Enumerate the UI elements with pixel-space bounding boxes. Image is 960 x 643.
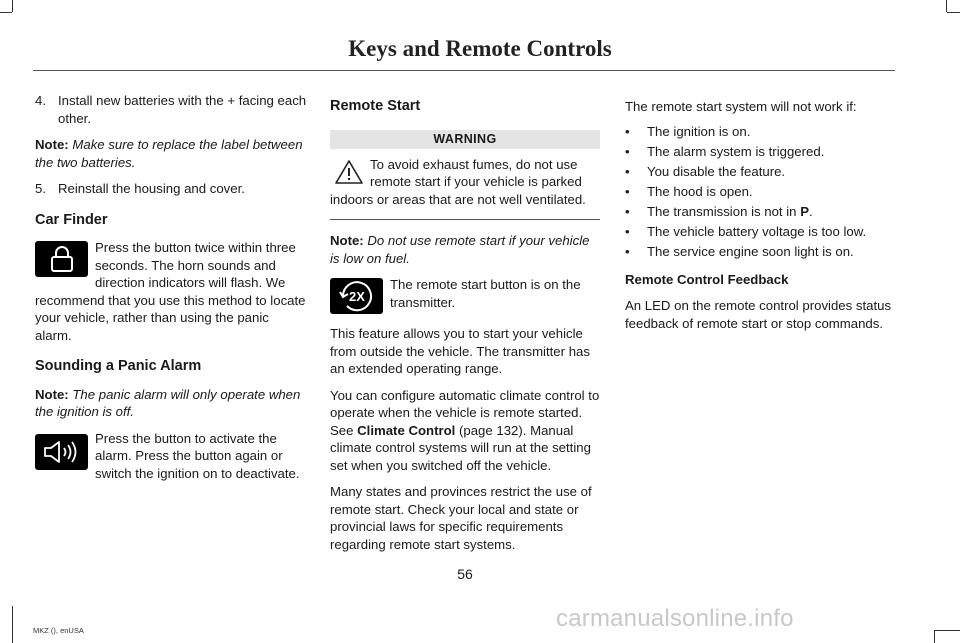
remote-button-block: [330, 276, 600, 316]
watermark: carmanualsonline.info: [556, 605, 794, 632]
step-number: 5.: [35, 181, 46, 196]
cross-reference-link[interactable]: Climate Control: [357, 422, 456, 438]
bullet: •: [625, 183, 630, 199]
warning-triangle-icon: [334, 159, 364, 185]
page-title: Keys and Remote Controls: [348, 36, 612, 61]
list-item-text: The vehicle battery voltage is too low.: [647, 223, 867, 239]
crop-mark: [12, 0, 13, 12]
list-item: [625, 183, 897, 201]
remote-button-text: The remote start button is on the transmitter.: [390, 277, 581, 310]
lock-icon: [35, 241, 88, 277]
list-item-text: [647, 203, 813, 221]
bullet: •: [625, 163, 630, 179]
list-item: [625, 123, 897, 141]
list-item-text: The service engine soon light is on.: [647, 244, 854, 260]
panic-block: [35, 430, 307, 483]
warning-banner: WARNING: [330, 130, 600, 149]
step-4: [35, 92, 307, 127]
column-right: [625, 92, 897, 341]
list-item-text: The alarm system is triggered.: [647, 143, 825, 159]
list-item: [625, 223, 897, 241]
bullet: •: [625, 203, 630, 219]
note-battery-label: [35, 136, 307, 171]
remote-start-para-1: This feature allows you to start your vehicle from outside the vehicle. The transmitter has an extended operating range.: [330, 326, 590, 376]
section-heading-feedback: Remote Control Feedback: [625, 271, 789, 287]
page-number: 56: [457, 566, 473, 582]
section-heading-car-finder: Car Finder: [35, 211, 108, 228]
list-item-text-main: The transmission is not in: [647, 203, 797, 219]
gear-position: P: [800, 203, 809, 219]
list-item: [625, 163, 897, 181]
note-text: Do not use remote start if your vehicle is low on fuel.: [330, 233, 590, 266]
bullet: •: [625, 223, 630, 239]
section-heading-panic-alarm: Sounding a Panic Alarm: [35, 358, 202, 374]
list-item: [625, 143, 897, 161]
bullet: •: [625, 143, 630, 159]
crop-mark: [12, 606, 13, 643]
car-finder-text: Press the button twice within three seconds. The horn sounds and direction indicators will flash. We recommend that you use this method to locate your vehicle, rather than using the panic alarm.: [35, 240, 306, 343]
remote-start-para-2: [330, 387, 600, 475]
car-finder-block: [35, 239, 307, 344]
bullet: •: [625, 123, 630, 139]
para-text: You can configure automatic climate control to operate when the vehicle is remote started. See: [330, 387, 600, 438]
note-panic: [35, 386, 307, 421]
step-text: Install new batteries with the + facing each other.: [58, 93, 307, 126]
step-number: 4.: [35, 93, 46, 108]
panic-text: Press the button to activate the alarm. Press the button again or switch the ignition on to deactivate.: [95, 430, 300, 481]
note-label: Note:: [35, 137, 69, 152]
list-item-text: You disable the feature.: [647, 163, 786, 179]
step-text: Reinstall the housing and cover.: [58, 181, 245, 196]
conditions-list: [625, 123, 897, 261]
column-left: [35, 92, 307, 482]
feedback-text: An LED on the remote control provides status feedback of remote start or stop commands.: [625, 298, 892, 331]
list-item-punct: .: [809, 203, 813, 219]
note-label: Note:: [35, 386, 69, 402]
column-middle: [330, 92, 600, 562]
crop-mark: [934, 630, 935, 643]
crop-mark: [0, 12, 12, 13]
step-5: [35, 180, 307, 198]
remote-start-para-3: Many states and provinces restrict the use of remote start. Check your local and state or provincial laws for specific requirements regarding remote start systems.: [330, 484, 592, 552]
footer-code: MKZ (), enUSA: [33, 626, 84, 635]
bullet: •: [625, 244, 630, 260]
crop-mark: [946, 0, 947, 12]
crop-mark: [935, 630, 960, 631]
para-text: (page 132). Manual climate control systems will run at the setting set when you switched off the vehicle.: [330, 422, 591, 473]
list-item: [625, 203, 897, 221]
note-text: Make sure to replace the label between the two batteries.: [35, 137, 303, 170]
header-divider: [33, 70, 895, 71]
note-fuel: [330, 232, 600, 267]
section-heading-remote-start: Remote Start: [330, 98, 421, 114]
crop-mark: [947, 12, 960, 13]
warning-text: To avoid exhaust fumes, do not use remote start if your vehicle is parked indoors or areas that are not well ventilated.: [330, 156, 586, 207]
remote-start-icon: [330, 278, 383, 314]
conditions-intro: The remote start system will not work if:: [625, 99, 857, 114]
note-label: Note:: [330, 233, 364, 248]
list-item-text: The hood is open.: [647, 183, 753, 199]
horn-icon: [35, 434, 88, 470]
remote-start-icon-label: 2X: [348, 289, 365, 304]
note-text: The panic alarm will only operate when the ignition is off.: [35, 386, 301, 419]
list-item: [625, 243, 897, 261]
warning-block: [330, 156, 600, 221]
list-item-text: The ignition is on.: [647, 123, 751, 139]
